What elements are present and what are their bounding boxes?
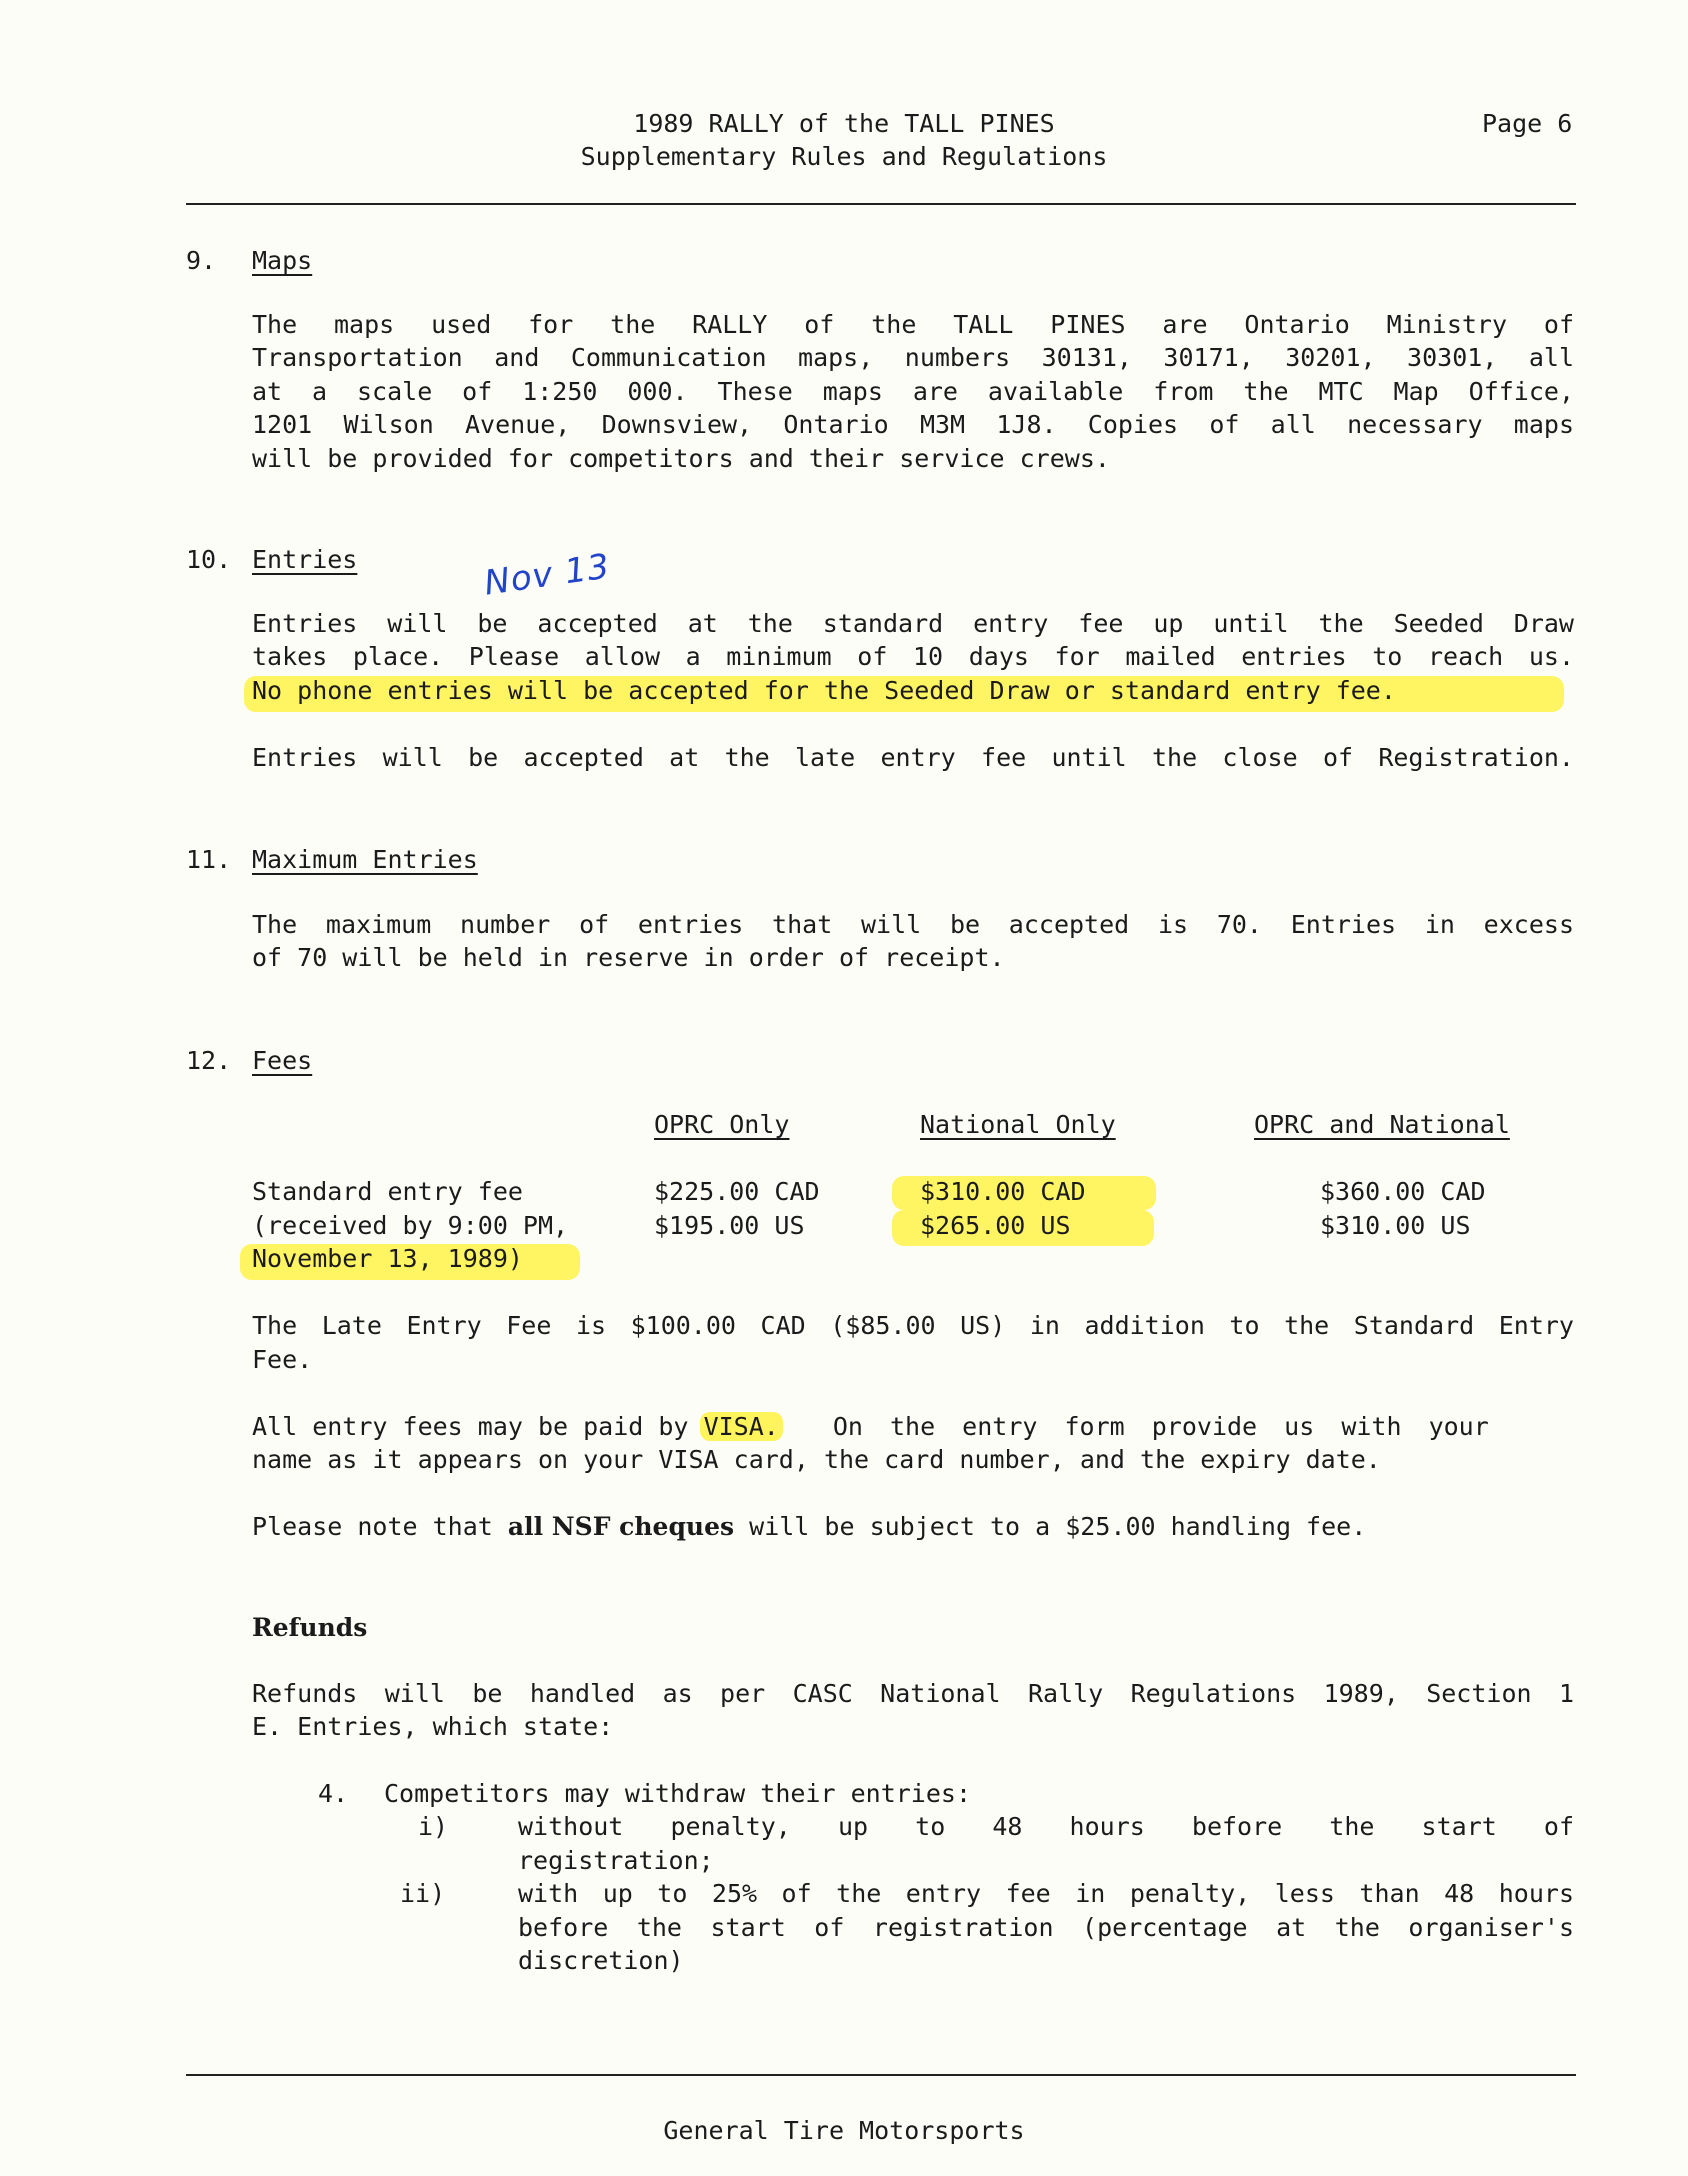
fees-column-both: OPRC and National: [1254, 1110, 1510, 1139]
section-heading-entries: Entries: [252, 545, 358, 574]
maps-line-2: Transportation and Communication maps, numbers 30131, 30171, 30201, 30301, all: [252, 343, 1574, 372]
entries-line-1: Entries will be accepted at the standard entry fee up until the Seeded Draw: [252, 609, 1574, 638]
page-number: Page 6: [1482, 109, 1573, 138]
refunds-sub-2-line-3: discretion): [518, 1946, 684, 1975]
section-heading-fees: Fees: [252, 1046, 313, 1075]
entries-line-2: takes place. Please allow a minimum of 10 days for mailed entries to reach us.: [252, 642, 1574, 671]
refunds-heading: Refunds: [252, 1613, 368, 1642]
visa-word-highlighted: VISA.: [700, 1412, 783, 1441]
fees-column-oprc: OPRC Only: [654, 1110, 790, 1139]
fee-both-cad: $360.00 CAD: [1320, 1177, 1486, 1206]
refunds-item-number: 4.: [318, 1779, 349, 1808]
maps-line-3: at a scale of 1:250 000. These maps are available from the MTC Map Office,: [252, 377, 1574, 406]
page-subtitle: Supplementary Rules and Regulations: [580, 142, 1108, 171]
fees-row-label-1: Standard entry fee: [252, 1177, 523, 1206]
fee-oprc-cad: $225.00 CAD: [654, 1177, 820, 1206]
fees-column-national: National Only: [920, 1110, 1116, 1139]
section-heading-maps: Maps: [252, 246, 313, 275]
fee-oprc-us: $195.00 US: [654, 1211, 805, 1240]
section-number-maximum: 11.: [186, 845, 232, 874]
refunds-item-text: Competitors may withdraw their entries:: [384, 1779, 971, 1808]
maps-line-1: The maps used for the RALLY of the TALL PINES are Ontario Ministry of: [252, 310, 1574, 339]
visa-line-1: [252, 1410, 1489, 1444]
entries-late-line: Entries will be accepted at the late entry fee until the close of Registration.: [252, 743, 1574, 772]
refunds-sub-1-number: i): [418, 1812, 449, 1841]
visa-pre: All entry fees may be paid by: [252, 1412, 689, 1441]
nsf-bold: all NSF cheques: [507, 1512, 735, 1541]
page-title: 1989 RALLY of the TALL PINES: [633, 109, 1055, 138]
header-rule: [186, 203, 1576, 205]
section-number-entries: 10.: [186, 545, 232, 574]
maximum-line-2: of 70 will be held in reserve in order of receipt.: [252, 943, 1005, 972]
refunds-line-1: Refunds will be handled as per CASC National Rally Regulations 1989, Section 1: [252, 1679, 1574, 1708]
refunds-sub-2-line-2: before the start of registration (percentage at the organiser's: [518, 1913, 1574, 1942]
fees-row-label-2: (received by 9:00 PM,: [252, 1211, 569, 1240]
visa-post: On the entry form provide us with your: [832, 1412, 1489, 1441]
fee-both-us: $310.00 US: [1320, 1211, 1471, 1240]
late-fee-line-1: The Late Entry Fee is $100.00 CAD ($85.00 US) in addition to the Standard Entry: [252, 1311, 1574, 1340]
section-heading-maximum: Maximum Entries: [252, 845, 478, 874]
refunds-line-2: E. Entries, which state:: [252, 1712, 614, 1741]
visa-line-2: name as it appears on your VISA card, the card number, and the expiry date.: [252, 1445, 1381, 1474]
late-fee-line-2: Fee.: [252, 1345, 313, 1374]
handwritten-annotation: Nov 13: [481, 546, 613, 604]
refunds-sub-2-number: ii): [400, 1879, 446, 1908]
section-number-fees: 12.: [186, 1046, 232, 1075]
footer-text: General Tire Motorsports: [663, 2116, 1025, 2145]
nsf-line: [252, 1510, 1366, 1544]
section-number-maps: 9.: [186, 246, 217, 275]
fee-national-us: $265.00 US: [920, 1211, 1071, 1240]
maps-line-4: 1201 Wilson Avenue, Downsview, Ontario M3M 1J8. Copies of all necessary maps: [252, 410, 1574, 439]
refunds-sub-1-line-2: registration;: [518, 1846, 714, 1875]
fees-row-label-3: November 13, 1989): [252, 1244, 523, 1273]
refunds-sub-2-line-1: with up to 25% of the entry fee in penalty, less than 48 hours: [518, 1879, 1574, 1908]
maps-line-5: will be provided for competitors and their service crews.: [252, 444, 1110, 473]
refunds-sub-1-line-1: without penalty, up to 48 hours before the start of: [518, 1812, 1574, 1841]
entries-line-3-highlighted: No phone entries will be accepted for the Seeded Draw or standard entry fee.: [252, 676, 1396, 705]
nsf-post: will be subject to a $25.00 handling fee.: [749, 1512, 1367, 1541]
nsf-pre: Please note that: [252, 1512, 493, 1541]
fee-national-cad: $310.00 CAD: [920, 1177, 1086, 1206]
maximum-line-1: The maximum number of entries that will be accepted is 70. Entries in excess: [252, 910, 1574, 939]
footer-rule: [186, 2074, 1576, 2076]
